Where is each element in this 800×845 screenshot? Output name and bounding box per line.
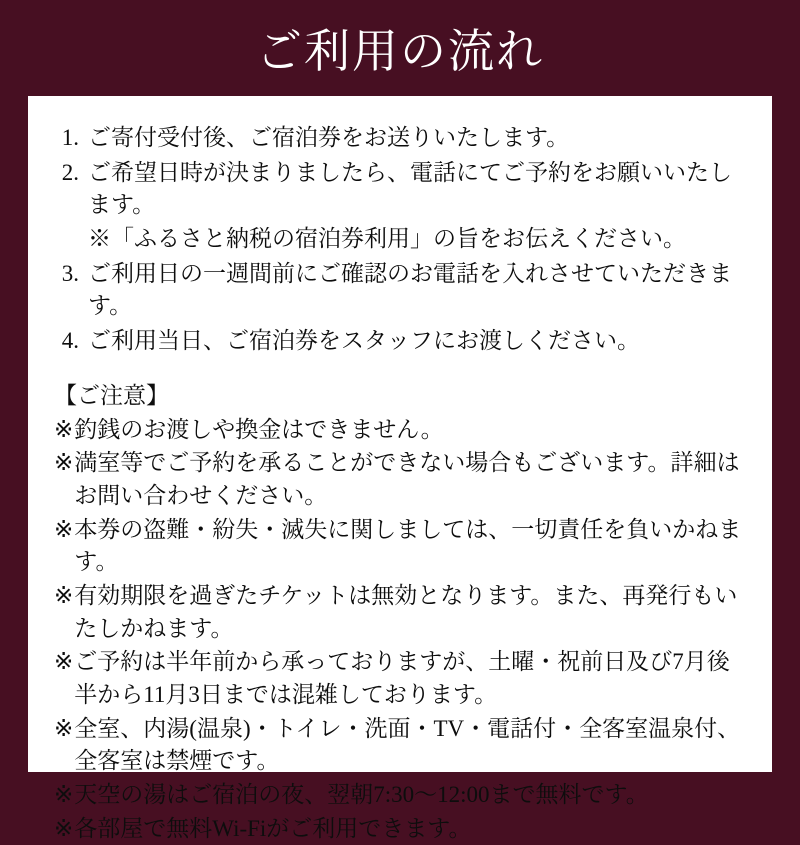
step-text	[88, 157, 746, 256]
note-text: 本券の盗難・紛失・滅失に関しましては、一切責任を負いかねます。	[74, 516, 742, 575]
notice-heading: 【ご注意】	[54, 382, 169, 408]
list-item	[54, 713, 746, 778]
list-item	[54, 122, 746, 155]
steps-list	[54, 122, 746, 358]
note-text: 各部屋で無料Wi-Fiがご利用できます。	[74, 815, 472, 841]
step-number: 4.	[61, 327, 79, 353]
content-card	[28, 96, 772, 841]
step-text: ご寄付受付後、ご宿泊券をお送りいたします。	[88, 125, 570, 150]
list-item	[54, 580, 746, 645]
step-main-text: ご希望日時が決まりましたら、電話にてご予約をお願いいたします。	[88, 159, 732, 218]
list-item	[54, 813, 746, 845]
note-marker: ※	[54, 782, 74, 807]
page-title: ご利用の流れ	[256, 26, 544, 77]
note-marker: ※	[54, 416, 74, 442]
note-text: 全室、内湯(温泉)・トイレ・洗面・TV・電話付・全客室温泉付、全客室は禁煙です。	[74, 715, 741, 774]
notice-list	[54, 414, 746, 845]
note-text: 天空の湯はご宿泊の夜、翌朝7:30〜12:00まで無料です。	[74, 782, 649, 807]
note-text: 有効期限を過ぎたチケットは無効となります。また、再発行もいたしかねます。	[74, 583, 738, 641]
note-marker: ※	[54, 649, 74, 675]
step-sub-text: ※「ふるさと納税の宿泊券利用」の旨をお伝えください。	[88, 225, 686, 251]
list-item	[54, 325, 746, 358]
list-item	[54, 514, 746, 579]
note-text: 満室等でご予約を承ることができない場合もございます。詳細はお問い合わせください。	[74, 450, 740, 509]
list-item	[54, 414, 746, 447]
list-item	[54, 258, 746, 323]
note-marker: ※	[54, 715, 74, 741]
note-text: ご予約は半年前から承っておりますが、土曜・祝前日及び7月後半から11月3日までは混雑しております。	[74, 649, 730, 708]
note-marker: ※	[54, 815, 74, 841]
note-marker: ※	[54, 583, 74, 609]
list-item	[54, 779, 746, 812]
step-number: 1.	[61, 125, 79, 150]
step-number: 3.	[61, 260, 79, 286]
step-text: ご利用日の一週間前にご確認のお電話を入れさせていただきます。	[88, 260, 732, 319]
step-text: ご利用当日、ご宿泊券をスタッフにお渡しください。	[88, 327, 640, 353]
note-marker: ※	[54, 516, 74, 542]
list-item	[54, 157, 746, 256]
list-item	[54, 447, 746, 512]
step-number: 2.	[61, 159, 79, 185]
note-marker: ※	[54, 450, 74, 476]
list-item	[54, 646, 746, 711]
note-text: 釣銭のお渡しや換金はできません。	[74, 416, 444, 442]
